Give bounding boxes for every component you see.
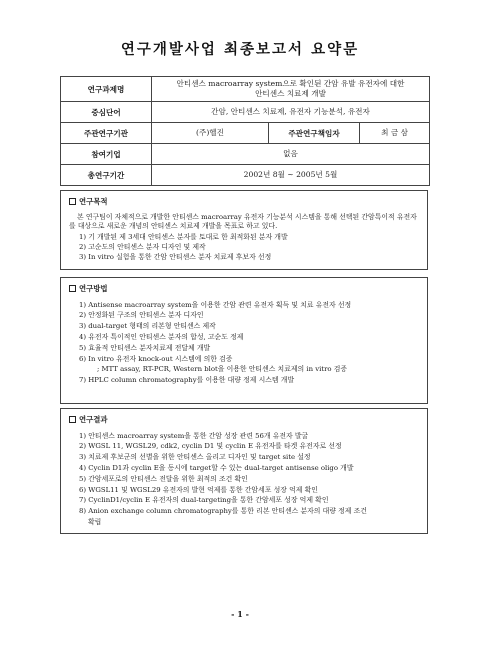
list-item: 5) 효율적 안티센스 분자치료제 전달체 개발 bbox=[79, 343, 211, 352]
objective-paragraph: 본 연구팀이 자체적으로 개발한 안티센스 macroarray 유전자 기능분석 시스템을 통해 선택된 간암특이적 유전자를 대상으로 새로운 개념의 안티센스 치료제 개발을 목표로 하고 있다. bbox=[69, 212, 417, 231]
objective-section bbox=[60, 190, 428, 270]
objective-list bbox=[69, 233, 419, 262]
pi-value: 최 금 삼 bbox=[360, 123, 430, 144]
project-value bbox=[152, 77, 430, 102]
list-item: 1) 기 개발된 제 3세대 안티센스 분자를 토대로 한 최적화된 분자 개발 bbox=[79, 233, 288, 242]
page-number: - 1 - bbox=[231, 609, 249, 619]
objective-heading: 연구목적 bbox=[69, 197, 419, 208]
project-value-line1: 안티센스 macroarray system으로 확인된 간암 유발 유전자에 대한 bbox=[176, 78, 405, 88]
table-row bbox=[61, 77, 430, 102]
list-item: 1) Antisense macroarray system을 이용한 간암 관련 유전자 획득 및 치료 유전자 선정 bbox=[79, 300, 352, 309]
results-section bbox=[60, 408, 428, 534]
page-title: 연구개발사업 최종보고서 요약문 bbox=[120, 41, 360, 58]
info-table bbox=[60, 76, 430, 186]
list-item: 1) 안티센스 macroarray system을 통한 간암 성장 관련 56개 유전자 발굴 bbox=[79, 431, 309, 440]
list-subitem: ; MTT assay, RT-PCR, Western blot을 이용한 안티센스 치료제의 in vitro 검증 bbox=[97, 365, 348, 374]
pi-label: 주관연구책임자 bbox=[269, 123, 360, 144]
list-item: 6) WGSL11 및 WGSL29 유전자의 발현 억제를 통한 간암세포 성장 억제 확인 bbox=[79, 485, 318, 494]
list-item: 2) 안정화된 구조의 안티센스 분자 디자인 bbox=[79, 311, 204, 320]
list-item: 7) HPLC column chromatography를 이용한 대량 정제 시스템 개발 bbox=[79, 376, 295, 385]
period-value: 2002년 8월 ~ 2005년 5월 bbox=[152, 165, 430, 186]
table-row bbox=[61, 102, 430, 123]
project-label: 연구과제명 bbox=[61, 77, 152, 102]
list-item: 4) 유전자 특이적인 안티센스 분자의 합성, 고순도 정제 bbox=[79, 332, 244, 341]
partner-label: 참여기업 bbox=[61, 144, 152, 165]
list-item: 4) Cyclin D1과 cyclin E을 동시에 target할 수 있는 dual-target antisense oligo 개발 bbox=[79, 463, 354, 472]
methods-list bbox=[69, 301, 419, 386]
list-item: 3) 치료제 후보군의 선별을 위한 안티센스 올리고 디자인 및 target site 설정 bbox=[79, 453, 311, 462]
org-value: (주)헬진 bbox=[152, 123, 269, 144]
table-row bbox=[61, 123, 430, 144]
list-item: 6) In vitro 유전자 knock-out 시스템에 의한 검증 bbox=[79, 354, 233, 363]
org-label: 주관연구기관 bbox=[61, 123, 152, 144]
checkbox-square-icon bbox=[69, 416, 76, 423]
list-item: 3) In vitro 실험을 통한 간암 안티센스 분자 치료제 후보자 선정 bbox=[79, 252, 272, 261]
list-item: 7) CyclinD1/cyclin E 유전자의 dual-targeting을 통한 간암세포 성장 억제 확인 bbox=[79, 496, 329, 505]
results-heading: 연구결과 bbox=[69, 415, 419, 426]
list-item: 5) 간암세포로의 안티센스 전달을 위한 최적의 조건 확인 bbox=[79, 474, 248, 483]
table-row bbox=[61, 165, 430, 186]
list-item: 2) 고순도의 안티센스 분자 디자인 및 제작 bbox=[79, 242, 206, 251]
methods-section bbox=[60, 277, 428, 404]
partner-value: 없음 bbox=[152, 144, 430, 165]
methods-heading: 연구방법 bbox=[69, 284, 419, 295]
list-item: 8) Anion exchange column chromatography를 통한 리본 안티센스 분자의 대량 정제 조건 bbox=[79, 507, 367, 516]
list-item: 2) WGSL 11, WGSL29, cdk2, cyclin D1 및 cyclin E 유전자를 타겟 유전자로 선정 bbox=[79, 442, 342, 451]
checkbox-square-icon bbox=[69, 198, 76, 205]
checkbox-square-icon bbox=[69, 285, 76, 292]
results-list bbox=[69, 432, 419, 528]
project-value-line2: 안티센스 치료제 개발 bbox=[255, 89, 326, 98]
keywords-label: 중심단어 bbox=[61, 102, 152, 123]
keywords-value: 간암, 안티센스 치료제, 유전자 기능분석, 유전자 bbox=[152, 102, 430, 123]
period-label: 총연구기간 bbox=[61, 165, 152, 186]
table-row bbox=[61, 144, 430, 165]
list-item: 3) dual-target 형태의 리본형 안티센스 제작 bbox=[79, 322, 216, 331]
list-item-continuation: 확립 bbox=[88, 517, 102, 526]
